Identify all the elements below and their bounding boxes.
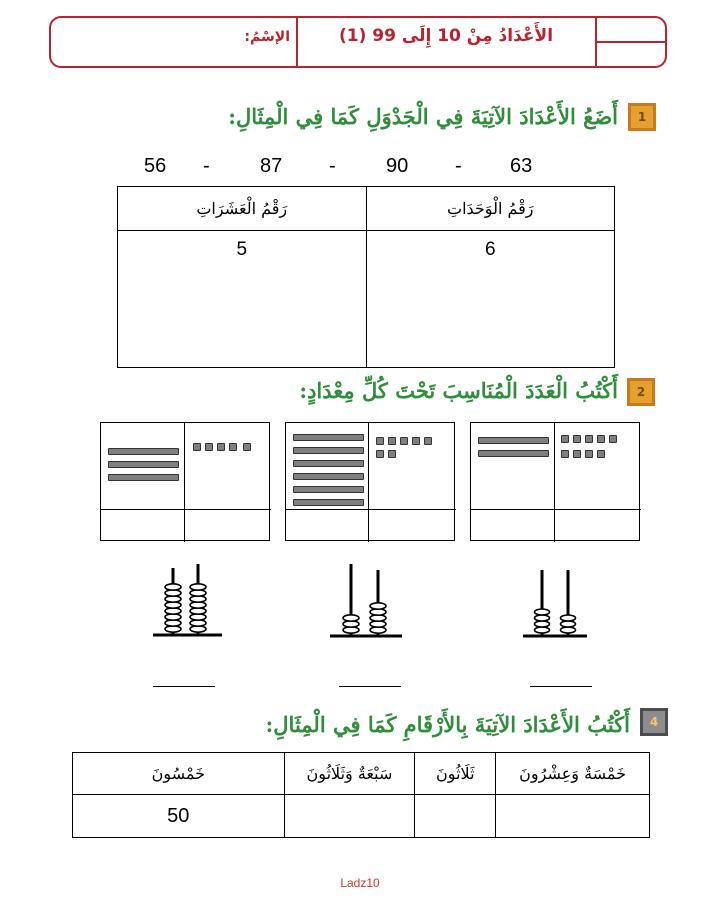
tens-rod: [293, 434, 364, 441]
tens-rod: [108, 474, 179, 481]
number-item: 87: [260, 155, 283, 177]
tens-header: رَقْمُ الْعَشَرَاتِ: [118, 187, 367, 231]
tens-rod: [293, 473, 364, 480]
answer-cell[interactable]: [496, 795, 650, 838]
tens-rod: [293, 499, 364, 506]
base-ten-card: [285, 422, 455, 541]
tens-rod: [478, 450, 549, 457]
answer-line[interactable]: [153, 686, 215, 687]
answer-line[interactable]: [530, 686, 592, 687]
tens-rod: [293, 460, 364, 467]
number-item: 56: [144, 155, 167, 177]
separator: -: [455, 155, 462, 177]
worksheet-title: الأَعْدَادُ مِنْ 10 إِلَى 99 (1): [338, 26, 554, 46]
units-answer-cell[interactable]: [185, 510, 270, 541]
header-divider: [597, 41, 667, 43]
unit-cubes: [376, 437, 456, 445]
number-item: 63: [510, 155, 533, 177]
word-cell: خَمْسَةٌ وَعِشْرُونَ: [496, 753, 650, 795]
unit-cubes: [376, 450, 456, 458]
tens-rod: [108, 461, 179, 468]
header-divider: [296, 16, 298, 68]
separator: -: [203, 155, 210, 177]
exercise-badge: 2: [627, 378, 655, 406]
unit-cubes: [561, 450, 641, 458]
exercise-instruction: أَكْتُبُ الأَعْدَادَ الآتِيَةَ بِالأَرْقَامِ كَمَا فِي الْمِثَالِ:: [265, 712, 630, 737]
units-cell[interactable]: 6: [366, 231, 615, 368]
tens-answer-cell[interactable]: [471, 510, 554, 541]
tens-rod: [108, 448, 179, 455]
exercise-badge: 1: [628, 103, 656, 131]
word-cell: خَمْسُونَ: [73, 753, 285, 795]
answer-cell[interactable]: [415, 795, 496, 838]
word-cell: سَبْعَةٌ وَثَلَاثُونَ: [284, 753, 415, 795]
separator: -: [329, 155, 336, 177]
tens-rod: [478, 437, 549, 444]
units-header: رَقْمُ الْوَحَدَاتِ: [366, 187, 615, 231]
answer-line[interactable]: [339, 686, 401, 687]
tens-answer-cell[interactable]: [286, 510, 368, 541]
tens-rod: [293, 486, 364, 493]
answer-cell[interactable]: 50: [73, 795, 285, 838]
exercise-badge: 4: [640, 708, 668, 736]
tens-cell[interactable]: 5: [118, 231, 367, 368]
abacus: [140, 556, 230, 642]
tens-answer-cell[interactable]: [101, 510, 184, 541]
unit-cubes: [561, 435, 641, 443]
tens-rod: [293, 447, 364, 454]
unit-cubes: [193, 443, 273, 451]
footer-credit: Ladz10: [340, 876, 380, 890]
base-ten-card: [100, 422, 270, 541]
exercise-instruction: أَضَعُ الأَعْدَادَ الآتِيَةَ فِي الْجَدْوَلِ كَمَا فِي الْمِثَالِ:: [228, 104, 618, 129]
units-answer-cell[interactable]: [369, 510, 455, 541]
abacus: [320, 556, 410, 642]
word-cell: ثَلَاثُونَ: [415, 753, 496, 795]
abacus: [515, 562, 595, 642]
exercise-instruction: أَكْتُبُ الْعَدَدَ الْمُنَاسِبَ تَحْتَ كُلِّ مِعْدَادٍ:: [299, 378, 618, 403]
number-item: 90: [386, 155, 409, 177]
words-to-numbers-table: [72, 752, 650, 838]
name-label: الإسْمُ:: [244, 29, 290, 45]
base-ten-card: [470, 422, 640, 541]
place-value-table: [117, 186, 615, 368]
answer-cell[interactable]: [284, 795, 415, 838]
units-answer-cell[interactable]: [555, 510, 640, 541]
